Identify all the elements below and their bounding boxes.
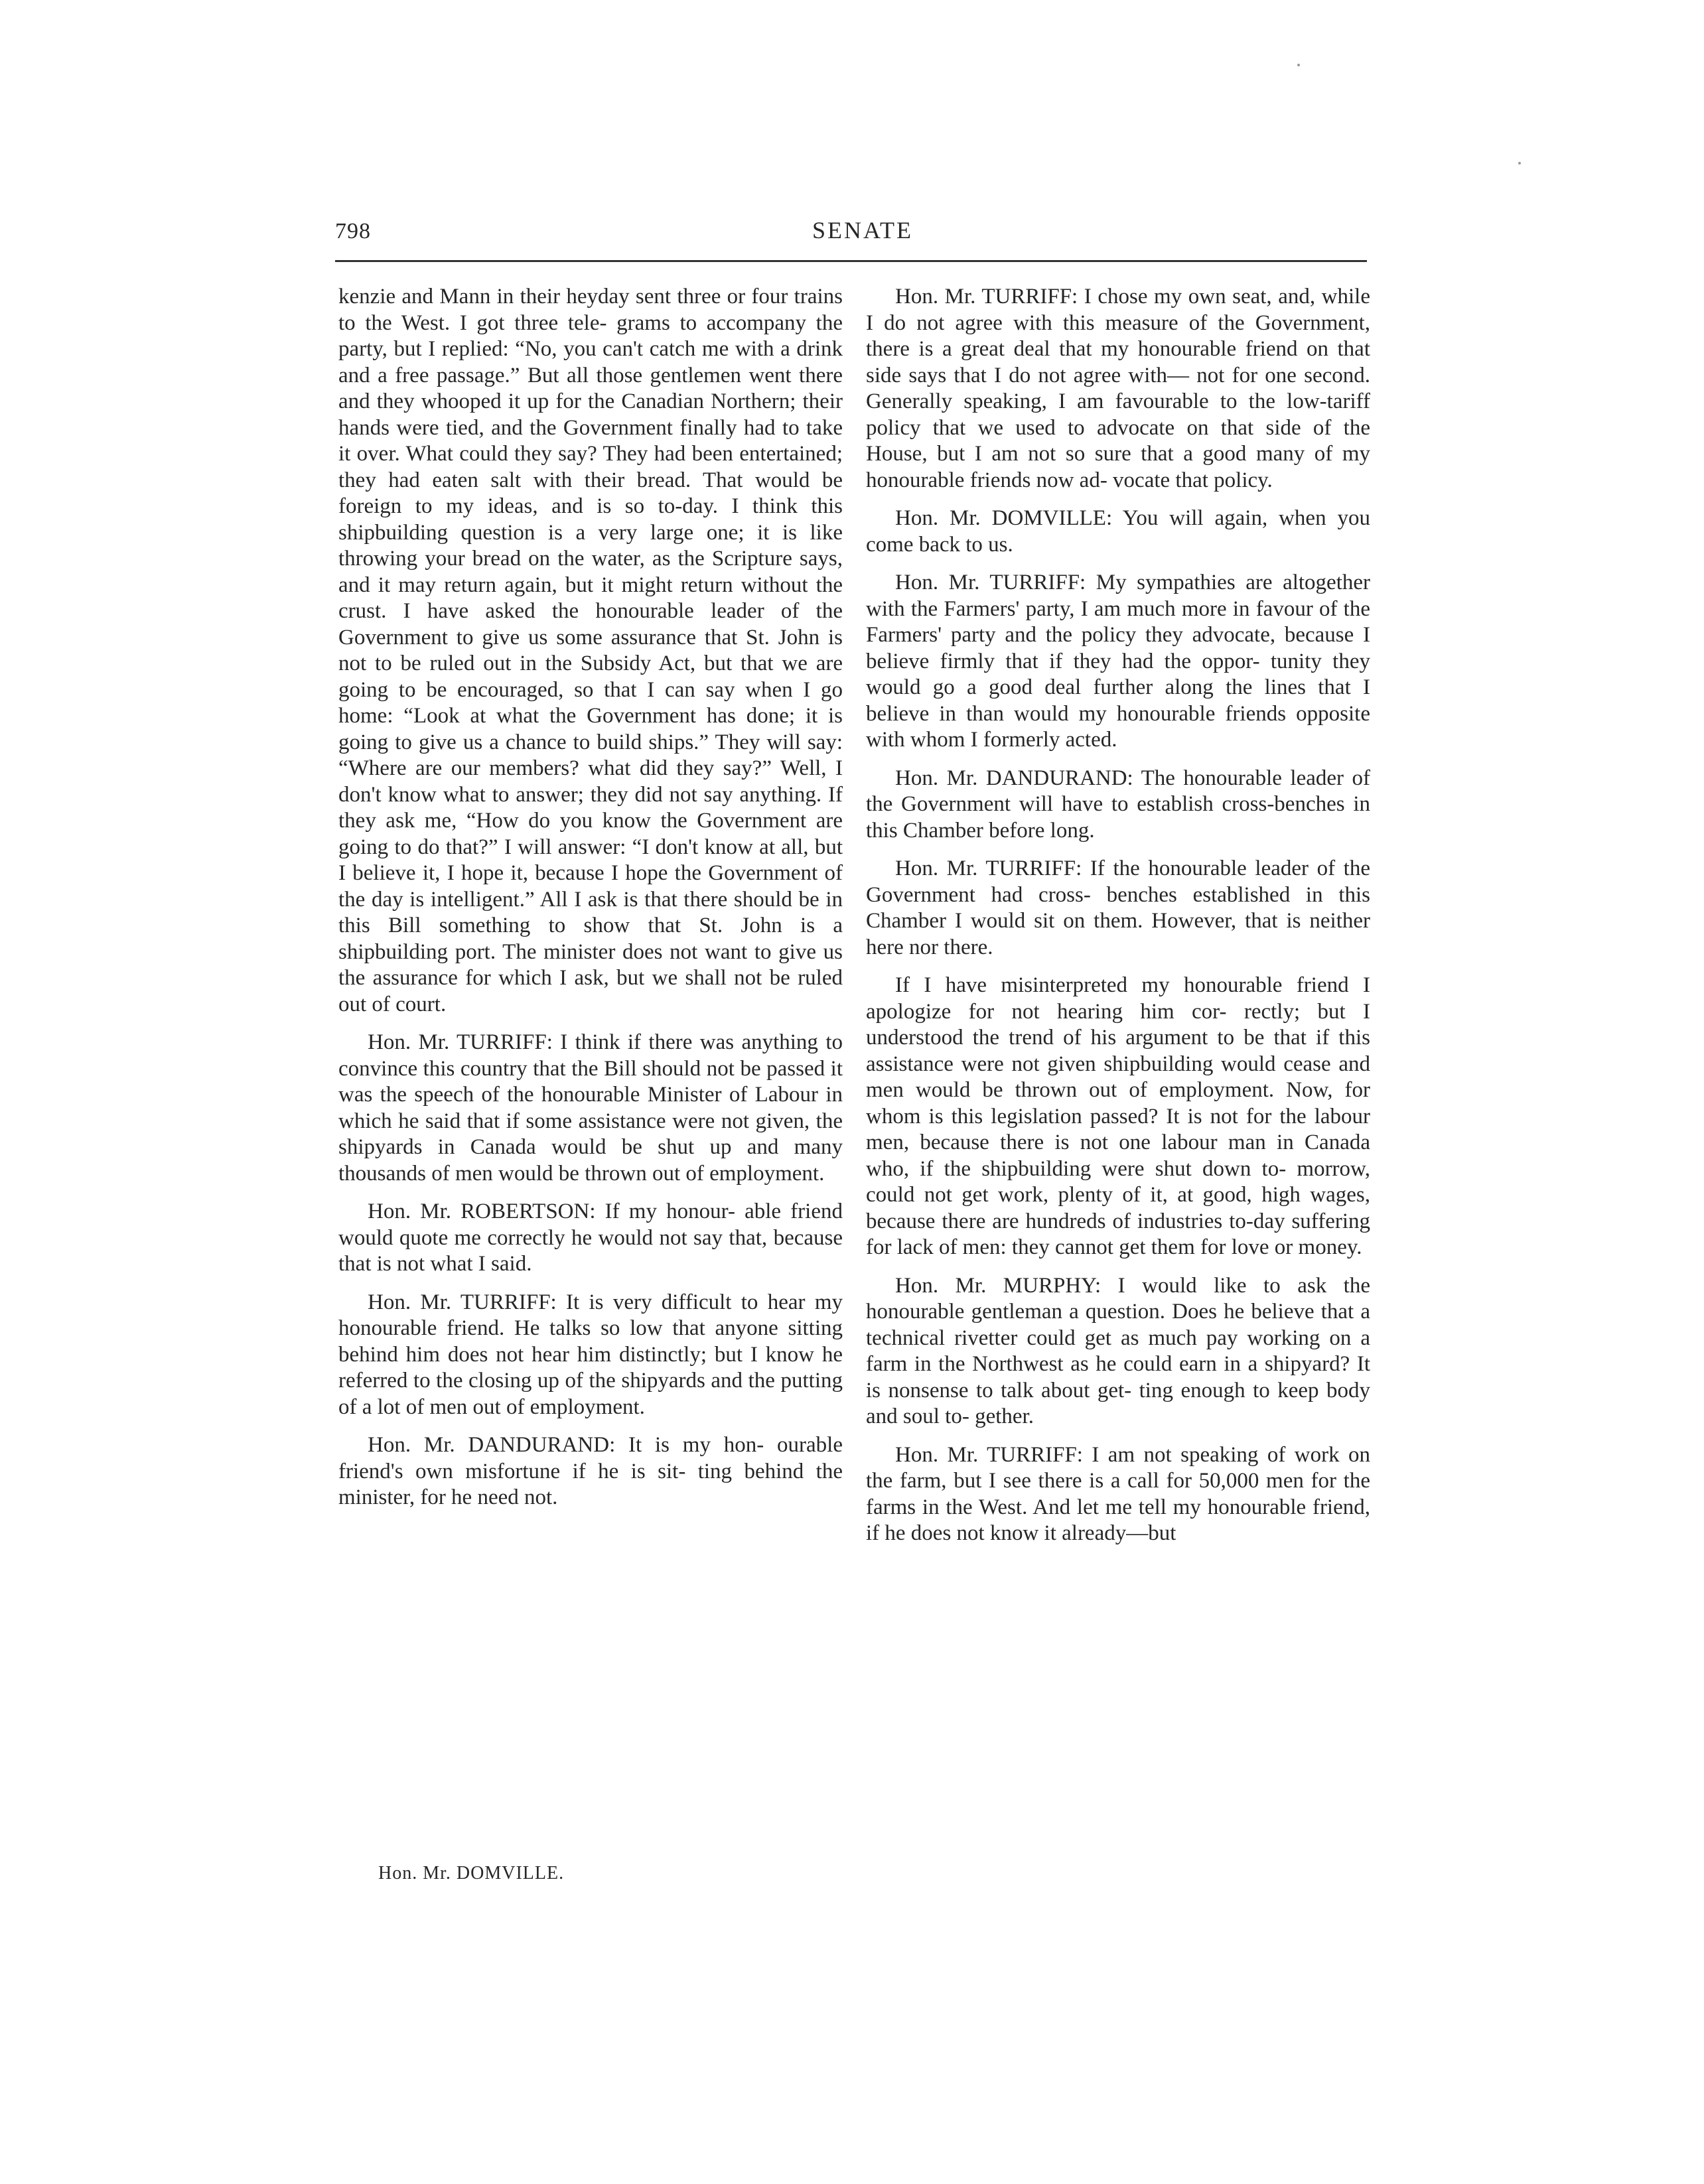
paragraph: [866, 570, 1370, 754]
speaker: Hon. Mr. TURRIFF:: [368, 1290, 557, 1314]
paragraph-text: My sympathies are altogether with the Farmers' party, I am much more in favour of the Farmers' party and the policy they advocate, because I believe firmly that if they had the oppor- tunity they would go a good deal further along the lines that I believe in than would my honourable friends opposite with whom I formerly acted.: [866, 571, 1370, 752]
paragraph: [338, 1199, 843, 1278]
speaker: Hon. Mr. TURRIFF:: [895, 856, 1082, 880]
paragraph: [338, 1290, 843, 1421]
paragraph-text: If I have misinterpreted my honourable friend I apologize for not hearing him cor- rectly; but I understood the trend of his argument to be that if this assistance were not given shipbuilding would cease and men would be thrown out of employment. Now, for whom is this legislation passed? It is not for the labour men, because there is not one labour man in Canada who, if the shipbuilding were shut down to- morrow, could not get work, plenty of it, at good, high wages, because there are hundreds of industries to-day suffering for lack of men: they cannot get them for love or money.: [866, 973, 1370, 1259]
speaker: Hon. Mr. MURPHY:: [895, 1273, 1101, 1298]
speaker: Hon. Mr. DOMVILLE:: [895, 506, 1113, 530]
speaker: Hon. Mr. TURRIFF:: [368, 1030, 553, 1054]
paragraph: [866, 506, 1370, 558]
paragraph: [866, 766, 1370, 845]
paragraph: [338, 1432, 843, 1511]
speaker: Hon. Mr. DANDURAND:: [368, 1433, 616, 1457]
paragraph-text: If the honourable leader of the Government had cross- benches established in this Chamber I would sit on them. However, that is neither here nor there.: [866, 856, 1371, 959]
paragraph-text: You will again, when you come back to us.: [866, 506, 1370, 557]
paragraph-text: kenzie and Mann in their heyday sent three or four trains to the West. I got three tele- grams to accompany the party, but I replied: “No, you can't catch me with a drink and a free passage.” But all those gentlemen went there and they whooped it up for the Canadian Northern; their hands were tied, and the Government finally had to take it over. What could they say? They had been entertained; they had eaten salt with their bread. That would be foreign to my ideas, and is so to-day. I think this shipbuilding question is a very large one; it is like throwing your bread on the water, as the Scripture says, and it may return again, but it might return without the crust. I have asked the honourable leader of the Government to give us some assurance that St. John is not to be ruled out in the Subsidy Act, but that we are going to be encouraged, so that I can say when I go home: “Look at what the Government has done; it is going to give us a chance to build ships.” They will say: “Where are our members? what did they say?” Well, I don't know what to answer; they did not say anything. If they ask me, “How do you know the Government are going to do that?” I will answer: “I don't know at all, but I believe it, I hope it, because I hope the Government of the day is intelligent.” All I ask is that there should be in this Bill something to show that St. John is a shipbuilding port. The minister does not want to give us the assurance for which I ask, but we shall not be ruled out of court.: [338, 285, 843, 1016]
speaker: Hon. Mr. TURRIFF:: [895, 285, 1078, 308]
paragraph: [338, 284, 843, 1018]
speaker: Hon. Mr. DANDURAND:: [895, 766, 1133, 790]
paragraph-text: I would like to ask the honourable gentleman a question. Does he believe that a technical rivetter could get as much pay working on a farm in the Northwest as he could earn in a shipyard? It is nonsense to talk about get- ting enough to keep body and soul to- gether.: [866, 1273, 1370, 1428]
speaker: Hon. Mr. ROBERTSON:: [368, 1199, 596, 1223]
left-column: [338, 284, 843, 1523]
speaker: Hon. Mr. TURRIFF:: [895, 571, 1086, 594]
paragraph: [866, 856, 1370, 961]
paragraph: [866, 284, 1370, 494]
paragraph-text: The honourable leader of the Government will have to establish cross-benches in this Chamber before long.: [866, 766, 1370, 843]
running-head: SENATE: [812, 217, 913, 243]
paragraph: [338, 1030, 843, 1187]
paragraph: [866, 973, 1370, 1261]
paragraph-text: I am not speaking of work on the farm, but I see there is a call for 50,000 men for the farms in the West. And let me tell my honourable friend, if he does not know it already—but: [866, 1442, 1370, 1545]
paragraph-text: It is my hon- ourable friend's own misfortune if he is sit- ting behind the minister, for he need not.: [338, 1433, 843, 1509]
paragraph-text: It is very difficult to hear my honourable friend. He talks so low that anyone sitting behind him does not hear him distinctly; but I know he referred to the closing up of the shipyards and the putting of a lot of men out of employment.: [338, 1290, 843, 1419]
page-number: 798: [335, 219, 371, 243]
right-column: [866, 284, 1370, 1559]
paragraph-text: I think if there was anything to convince this country that the Bill should not be passed it was the speech of the honourable Minister of Labour in which he said that if some assistance were not given, the shipyards in Canada would be shut up and many thousands of men would be thrown out of employment.: [338, 1030, 843, 1186]
header-rule: [335, 260, 1367, 262]
paragraph: [866, 1273, 1370, 1430]
scan-speck: [1297, 64, 1300, 66]
paragraph: [866, 1442, 1370, 1547]
scan-speck: [1518, 162, 1521, 165]
paragraph-text: I chose my own seat, and, while I do not agree with this measure of the Government, there is a great deal that my honourable friend on that side says that I do not agree with— not for one second. Generally speaking, I am favourable to the low-tariff policy that we used to advocate on that side of the House, but I am not so sure that a good many of my honourable friends now ad- vocate that policy.: [866, 285, 1370, 492]
speaker: Hon. Mr. TURRIFF:: [895, 1442, 1083, 1467]
footer-catchword: Hon. Mr. DOMVILLE.: [378, 1863, 565, 1883]
paragraph-text: If my honour- able friend would quote me correctly he would not say that, because that is not what I said.: [338, 1199, 843, 1276]
